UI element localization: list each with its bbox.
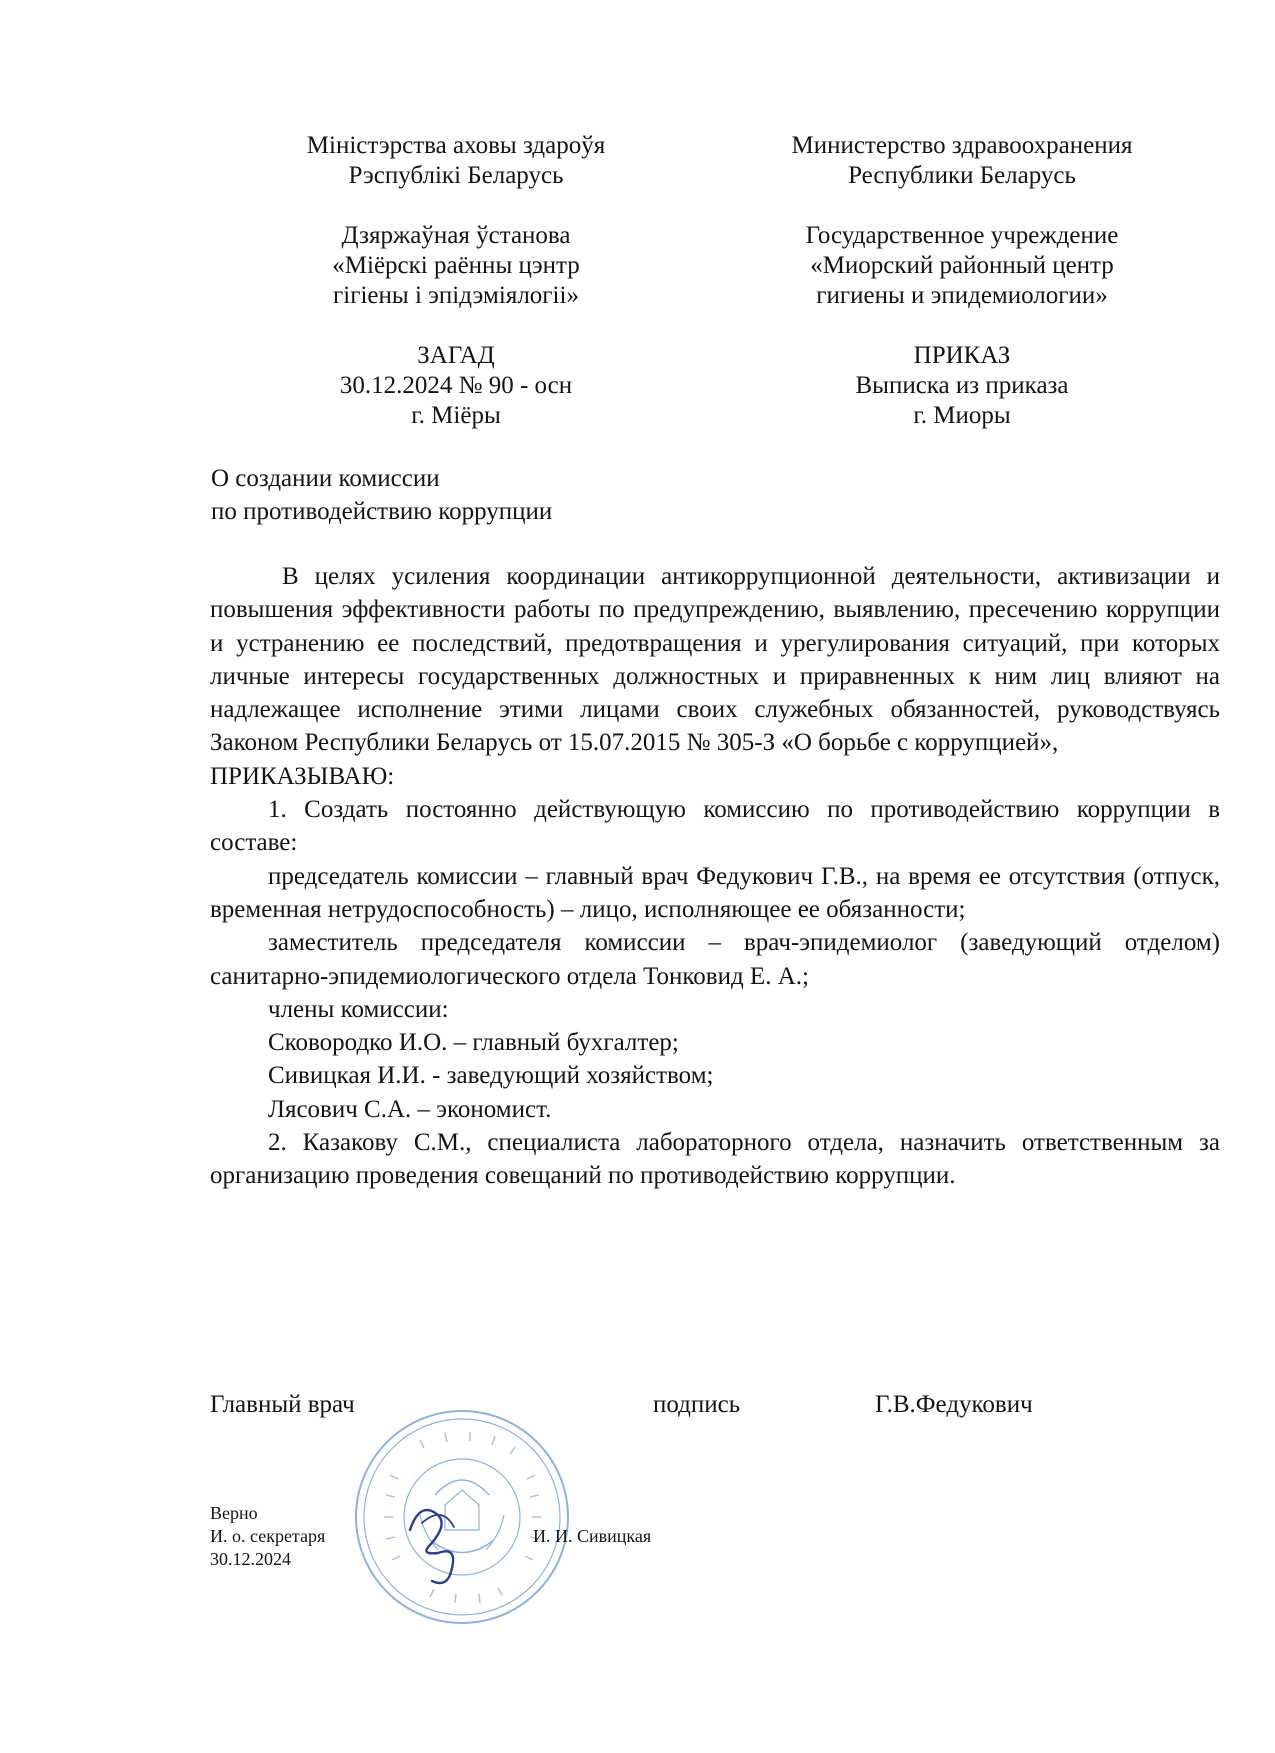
certification-block — [210, 1502, 325, 1571]
institution-line-1-ru: Государственное учреждение — [805, 222, 1119, 249]
item-2-paragraph: 2. Казакову С.М., специалиста лабораторного отдела, назначить ответственным за организацию проведения совещаний по противодействию коррупции. — [210, 1129, 1220, 1190]
header-belarusian — [236, 131, 676, 431]
order-subject — [211, 462, 552, 528]
item-1-paragraph: 1. Создать постоянно действующую комиссию по противодействию коррупции в составе: — [210, 796, 1220, 857]
institution-line-1-by: Дзяржаўная ўстанова — [341, 222, 571, 249]
order-word: ПРИКАЗЫВАЮ: — [210, 762, 395, 790]
institution-line-3-ru: гигиены и эпидемиологии» — [816, 282, 1108, 309]
secretary-name: И. И. Сивицкая — [533, 1526, 652, 1546]
ministry-line-2-by: Рэспублікі Беларусь — [348, 162, 564, 189]
secretary-role: И. о. секретаря — [210, 1526, 326, 1546]
signatory-name: Г.В.Федукович — [875, 1391, 1033, 1418]
institution-line-3-by: гігіены і эпідэміялогіі» — [333, 282, 579, 309]
extract-note: Выписка из приказа — [855, 372, 1069, 399]
chairman-paragraph: председатель комиссии – главный врач Федукович Г.В., на время ее отсутствия (отпуск, временная нетрудоспособность) – лицо, исполняющее ее обязанности; — [210, 862, 1220, 923]
subject-line-2: по противодействию коррупции — [211, 498, 553, 525]
ministry-line-2-ru: Республики Беларусь — [848, 162, 1076, 189]
deputy-paragraph: заместитель председателя комиссии – врач-эпидемиолог (заведующий отделом) санитарно-эпидемиологического отдела Тонковид Е. А.; — [210, 929, 1220, 990]
members-label: члены комиссии: — [268, 995, 449, 1023]
order-body — [210, 560, 1220, 1193]
member-item: Сковородко И.О. – главный бухгалтер; — [268, 1029, 679, 1057]
member-item: Лясович С.А. – экономист. — [268, 1095, 552, 1123]
header-russian — [742, 131, 1182, 431]
institution-line-2-by: «Міёрскі раённы цэнтр — [332, 252, 580, 279]
city-ru: г. Миоры — [913, 402, 1011, 429]
certification-date: 30.12.2024 — [210, 1549, 291, 1569]
member-item: Сивицкая И.И. - заведующий хозяйством; — [268, 1062, 714, 1090]
institution-line-2-ru: «Миорский районный центр — [810, 252, 1114, 279]
preamble-paragraph: В целях усиления координации антикоррупционной деятельности, активизации и повышения эффективности работы по предупреждению, выявлению, пресечению коррупции и устранению ее последствий, предотвращения и урегулирования ситуаций, при которых личные интересы государственных должностных и приравненных к ним лиц влияют на надлежащее исполнение этими лицами своих служебных обязанностей, руководствуясь Законом Республики Беларусь от 15.07.2015 № 305-З «О борьбе с коррупцией», — [210, 563, 1220, 757]
doc-type-by: ЗАГАД — [417, 342, 495, 369]
signatory-position: Главный врач — [210, 1391, 355, 1418]
ministry-line-1-by: Міністэрства аховы здароўя — [306, 132, 606, 159]
doc-type-ru: ПРИКАЗ — [913, 342, 1011, 369]
subject-line-1: О создании комиссии — [211, 465, 440, 492]
ministry-line-1-ru: Министерство здравоохранения — [791, 132, 1133, 159]
verified-label: Верно — [210, 1503, 258, 1523]
date-number: 30.12.2024 № 90 - осн — [339, 372, 573, 399]
official-stamp-icon — [350, 1405, 575, 1630]
city-by: г. Міёры — [411, 402, 501, 429]
signature-mark: подпись — [653, 1391, 741, 1418]
